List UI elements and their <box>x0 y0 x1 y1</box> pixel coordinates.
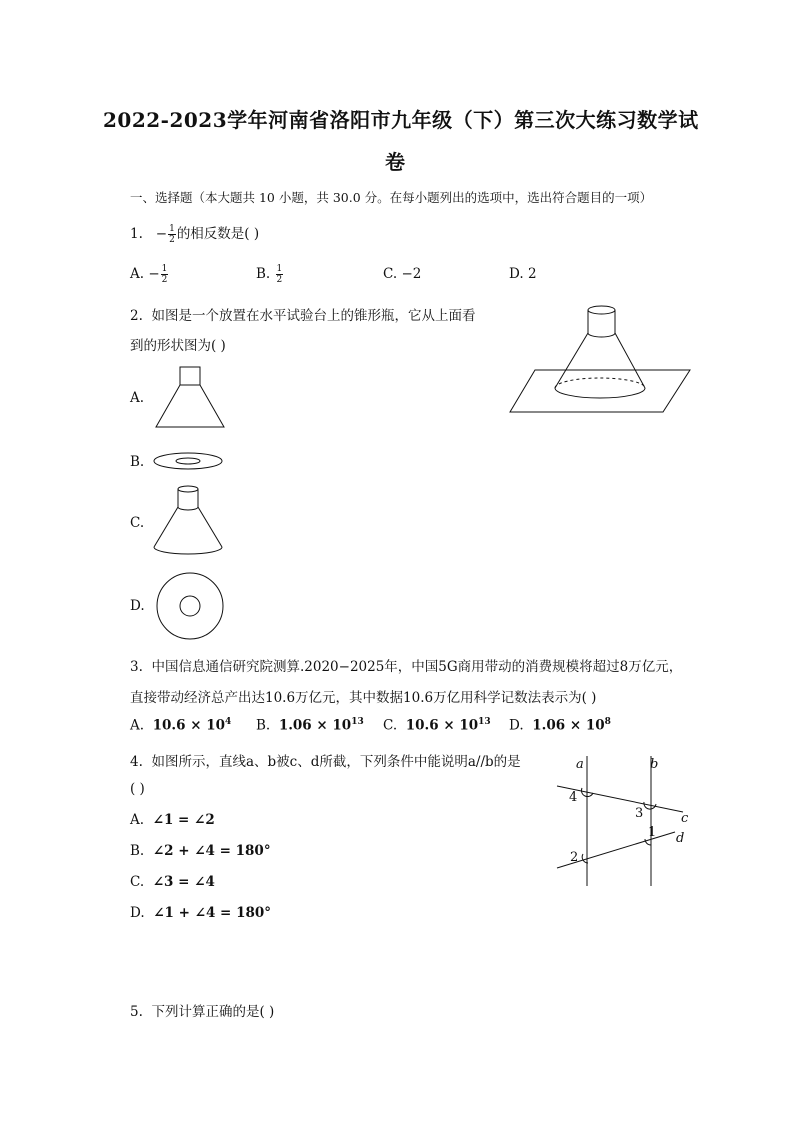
question-2-line1: 2. 如图是一个放置在水平试验台上的锥形瓶，它从上面看 <box>130 308 476 324</box>
label-c: c <box>681 811 689 826</box>
q2-option-a[interactable]: A. <box>130 390 145 406</box>
question-4-line1: 4. 如图所示，直线a、b被c、d所截，下列条件中能说明a//b的是 <box>130 754 521 770</box>
q4-option-a[interactable]: A. ∠1 = ∠2 <box>130 812 215 828</box>
q3-option-b[interactable]: B. $1.06 \times 10^{13}$ <box>256 717 364 734</box>
parallel-lines-figure <box>550 750 700 890</box>
label-b: b <box>650 757 659 772</box>
q1-sign: − <box>155 226 168 242</box>
question-number: 1. <box>130 226 143 242</box>
q1-option-a[interactable]: A. − $\frac{1}{2}$ <box>130 264 168 285</box>
page-title-line2: 卷 <box>385 150 406 174</box>
q3-option-a[interactable]: A. $10.6 \times 10^4$ <box>130 717 232 734</box>
section-heading: 一、选择题（本大题共 10 小题，共 30.0 分。在每小题列出的选项中，选出符合题目的一项） <box>130 190 653 205</box>
q4-option-b[interactable]: B. ∠2 + ∠4 = 180° <box>130 843 271 859</box>
q1-option-d[interactable]: D. 2 <box>509 266 537 282</box>
q2-option-d[interactable]: D. <box>130 598 145 614</box>
q1-option-c[interactable]: C. −2 <box>383 266 422 282</box>
question-3-line2: 直接带动经济总产出达10.6万亿元，其中数据10.6万亿用科学记数法表示为( ) <box>130 690 597 706</box>
q4-option-c[interactable]: C. ∠3 = ∠4 <box>130 874 215 890</box>
label-4: 4 <box>569 790 578 805</box>
q4-option-d[interactable]: D. ∠1 + ∠4 = 180° <box>130 905 271 921</box>
q2-option-b[interactable]: B. <box>130 454 145 470</box>
option-b-ring-figure <box>152 450 224 472</box>
question-5: 5. 下列计算正确的是( ) <box>130 1004 275 1020</box>
option-a-frustum-figure <box>150 365 230 430</box>
q3-option-c[interactable]: C. $10.6 \times 10^{13}$ <box>383 717 491 734</box>
question-2-line2: 到的形状图为( ) <box>130 338 226 354</box>
question-4-line2: ( ) <box>130 781 145 797</box>
q1-option-b[interactable]: B. $\frac{1}{2}$ <box>256 264 283 285</box>
q3-option-d[interactable]: D. $1.06 \times 10^8$ <box>509 717 611 734</box>
label-2: 2 <box>570 850 579 865</box>
label-d: d <box>676 831 685 846</box>
label-a: a <box>576 757 584 772</box>
q1-text: 的相反数是( ) <box>176 226 260 242</box>
question-3-line1: 3. 中国信息通信研究院测算.2020−2025年，中国5G商用带动的消费规模将超过8万亿元， <box>130 659 683 675</box>
label-3: 3 <box>635 806 644 821</box>
question-1 <box>130 222 259 245</box>
page-title-line1: 2022-2023学年河南省洛阳市九年级（下）第三次大练习数学试 <box>103 108 699 132</box>
option-c-flask-figure <box>148 483 228 558</box>
label-1: 1 <box>648 825 657 840</box>
flask-on-platform-figure <box>505 300 695 420</box>
q1-fraction: $\frac{1}{2}$ <box>169 224 175 245</box>
q2-option-c[interactable]: C. <box>130 515 145 531</box>
option-d-concentric-circles-figure <box>154 572 226 640</box>
